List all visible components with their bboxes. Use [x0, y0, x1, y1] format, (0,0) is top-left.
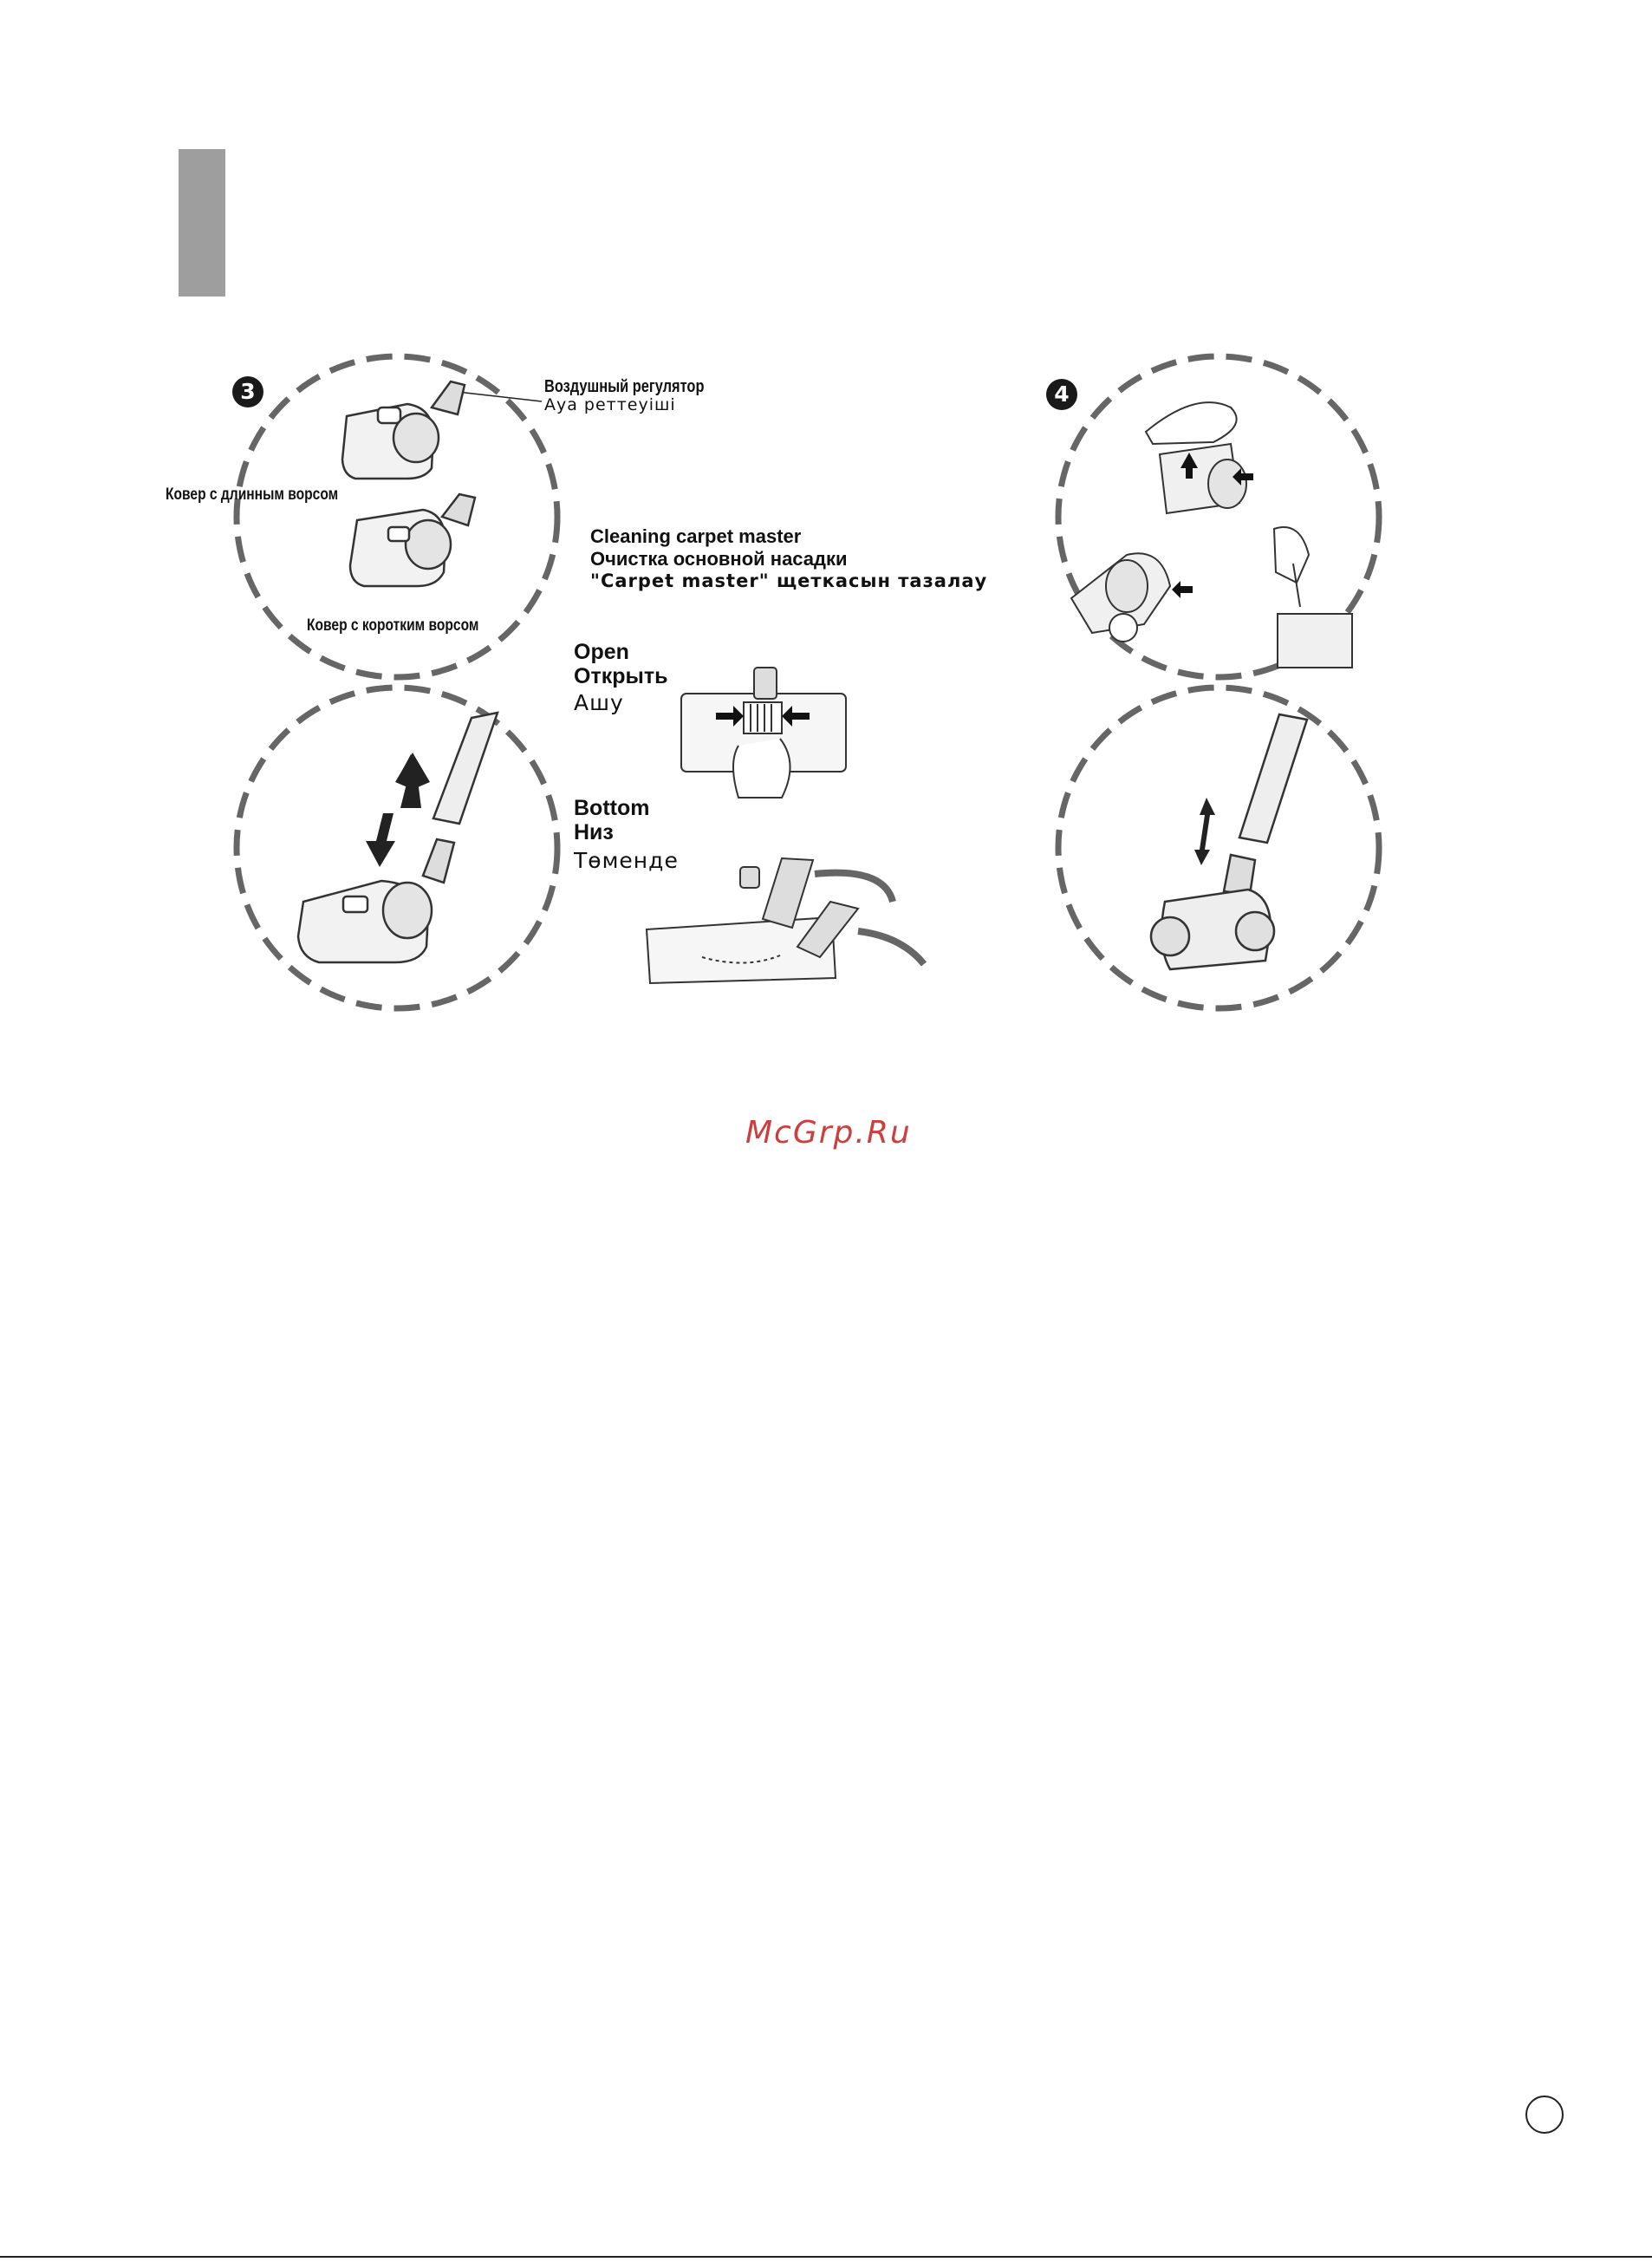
- open-ru: Открыть: [574, 664, 668, 688]
- air-regulator-kz: Ауа реттеуіші: [544, 395, 676, 414]
- open-illustration: [681, 668, 846, 798]
- step4-badge: 4: [1046, 379, 1077, 410]
- nozzle-long-pile-illustration: [342, 381, 465, 479]
- step4-attach-illustration: [1151, 714, 1307, 969]
- cleaning-title-kz: "Carpet master" щеткасын тазалау: [590, 570, 988, 591]
- long-pile-label: Ковер с длинным ворсом: [166, 486, 339, 504]
- bottom-kz: Төменде: [574, 848, 679, 873]
- air-regulator-ru: Воздушный регулятор: [544, 377, 705, 396]
- step4-cleaning-illustration: [1071, 402, 1352, 668]
- nozzle-short-pile-illustration: [350, 494, 475, 586]
- bottom-illustration: [647, 858, 924, 983]
- arrow-down: [366, 813, 395, 867]
- footer-line: [0, 2256, 1652, 2258]
- open-kz: Ашу: [574, 690, 624, 715]
- nozzle-attach-illustration: [298, 713, 498, 962]
- bottom-en: Bottom: [574, 796, 650, 820]
- regulator-leader-line: [458, 392, 542, 401]
- step3-badge: 3: [232, 376, 263, 407]
- page-number-circle: [1525, 2096, 1564, 2134]
- bottom-ru: Низ: [574, 820, 614, 844]
- double-arrow: [1194, 798, 1215, 865]
- cleaning-title-en: Cleaning carpet master: [590, 525, 802, 547]
- cleaning-title-ru: Очистка основной насадки: [590, 548, 848, 570]
- watermark: McGrp.Ru: [745, 1115, 912, 1151]
- short-pile-label: Ковер с коротким ворсом: [307, 616, 479, 635]
- open-en: Open: [574, 640, 629, 664]
